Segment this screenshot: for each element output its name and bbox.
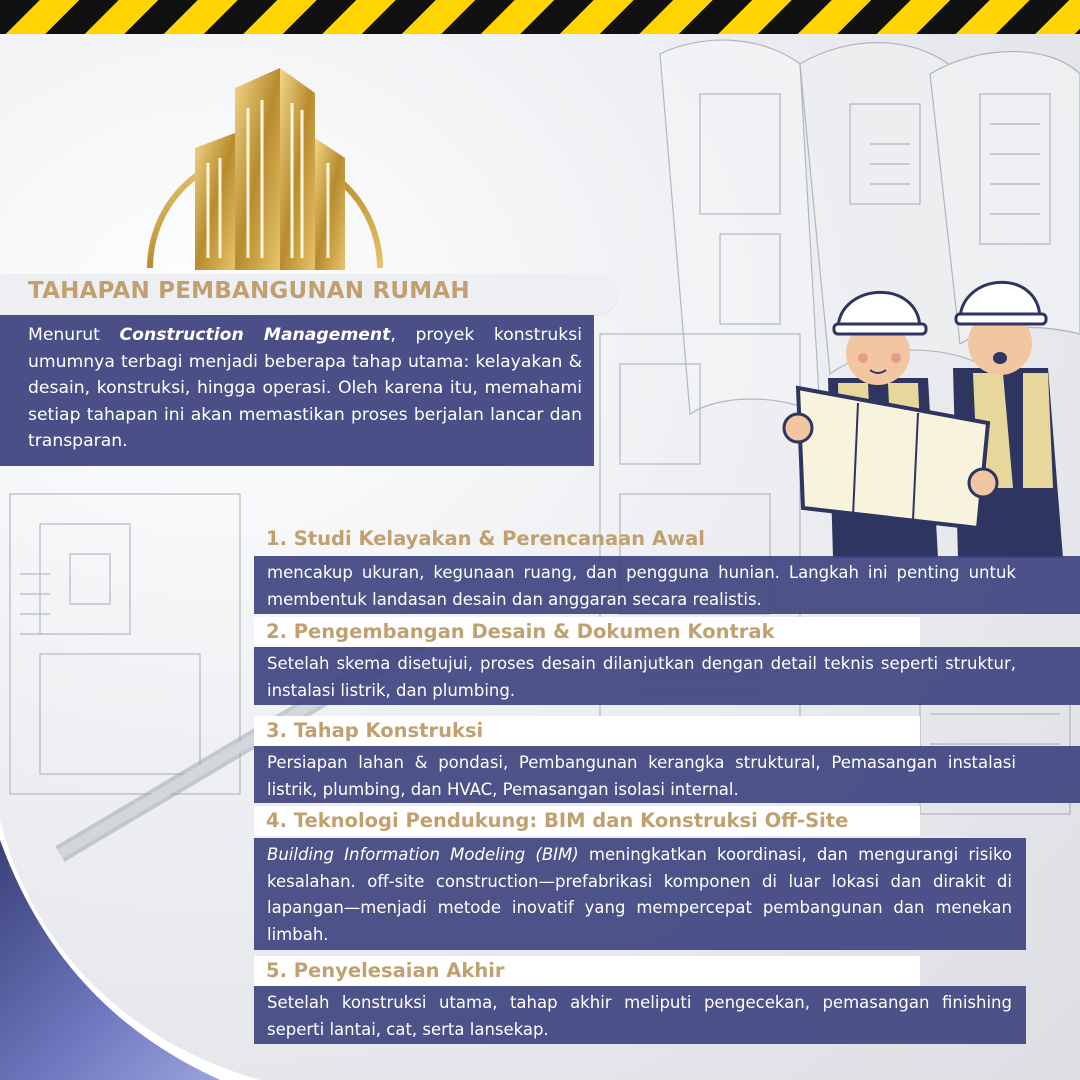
section-3-text: Persiapan lahan & pondasi, Pembangunan kerangka struktural, Pemasangan instalasi listrik, plumbing, dan HVAC, Pemasangan isolasi internal.: [267, 753, 1016, 799]
intro-text: [0, 315, 594, 455]
intro-prefix: Menurut: [28, 325, 120, 345]
intro-emphasis: Construction Management: [119, 325, 391, 345]
section-1-heading-bar: [254, 524, 920, 554]
title-bar: [0, 274, 618, 314]
section-2-text: Setelah skema disetujui, proses desain dilanjutkan dengan detail teknis seperti struktur, instalasi listrik, dan plumbing.: [267, 654, 1016, 700]
section-3-heading-bar: [254, 716, 920, 746]
section-3-title: 3. Tahap Konstruksi: [266, 719, 484, 742]
section-1-text: mencakup ukuran, kegunaan ruang, dan pengguna hunian. Langkah ini penting untuk membentuk landasan desain dan anggaran secara realistis.: [267, 563, 1016, 609]
section-4-text-rest: meningkatkan koordinasi, dan mengurangi risiko kesalahan. off-site construction—prefabrikasi komponen di luar lokasi dan dirakit di lapangan—menjadi metode inovatif yang mempercepat pembangunan dan menekan limbah.: [267, 845, 1013, 944]
page-curl-decoration: [0, 780, 260, 1080]
page-title: TAHAPAN PEMBANGUNAN RUMAH: [28, 278, 470, 304]
two-engineers-reading-blueprint-icon: [778, 258, 1078, 558]
section-5-title: 5. Penyelesaian Akhir: [266, 959, 505, 982]
section-1-panel: [254, 556, 1080, 614]
section-1-title: 1. Studi Kelayakan & Perencanaan Awal: [266, 527, 705, 550]
hazard-stripe-banner: [0, 0, 1080, 34]
intro-panel: [0, 315, 594, 466]
section-4-text: [254, 838, 1026, 948]
intro-suffix: , proyek konstruksi umumnya terbagi menjadi beberapa tahap utama: kelayakan & desain, konstruksi, hingga operasi. Oleh karena itu, memahami setiap tahapan ini akan memastikan proses berjalan lancar dan transparan.: [28, 325, 582, 451]
section-2-title: 2. Pengembangan Desain & Dokumen Kontrak: [266, 620, 775, 643]
section-2-heading-bar: [254, 617, 920, 647]
gold-building-logo-icon: [140, 48, 390, 278]
section-5-text: Setelah konstruksi utama, tahap akhir meliputi pengecekan, pemasangan finishing seperti lantai, cat, serta lansekap.: [267, 993, 1012, 1039]
section-5-heading-bar: [254, 956, 920, 986]
section-2-panel: [254, 647, 1080, 705]
section-3-panel: [254, 746, 1080, 803]
section-4-panel: [254, 838, 1026, 950]
section-4-italic-term: Building Information Modeling (BIM): [267, 845, 579, 864]
section-4-title: 4. Teknologi Pendukung: BIM dan Konstruksi Off-Site: [266, 809, 849, 832]
section-4-heading-bar: [254, 806, 920, 836]
section-5-panel: [254, 986, 1026, 1044]
